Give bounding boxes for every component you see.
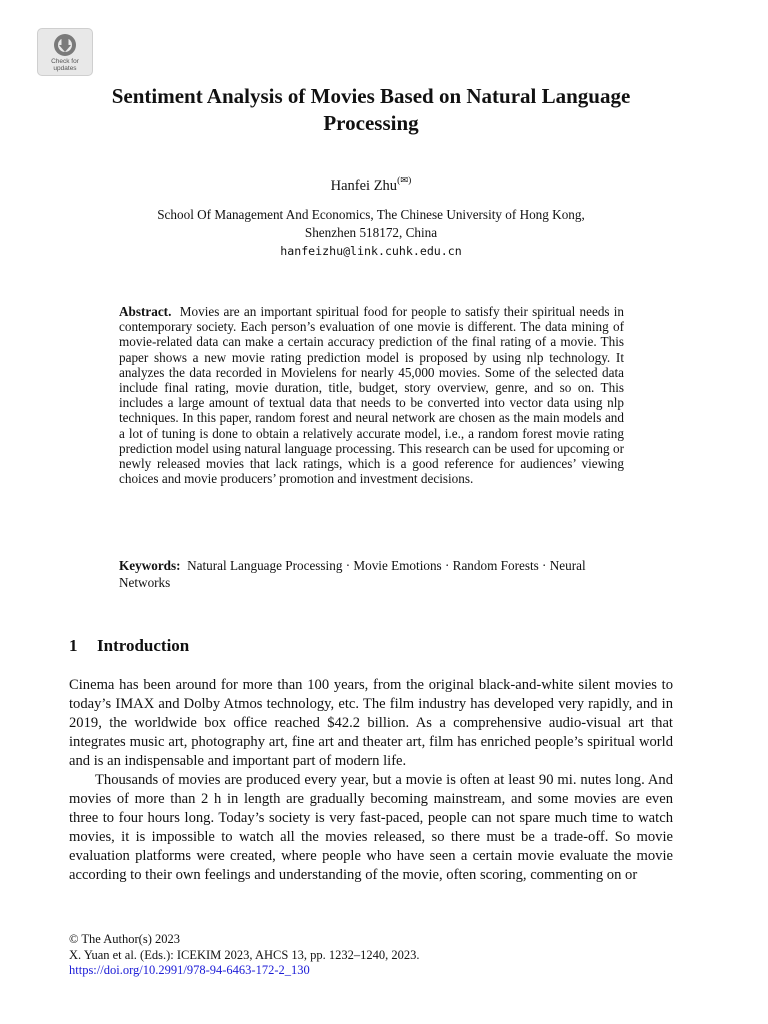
- affiliation-line1: School Of Management And Economics, The Chinese University of Hong Kong,: [157, 207, 585, 222]
- check-for-updates-icon: [52, 32, 78, 58]
- keywords: [119, 558, 624, 591]
- abstract: [119, 304, 624, 486]
- keywords-text: Natural Language Processing · Movie Emotions · Random Forests · Neural Networks: [119, 558, 586, 590]
- section-heading: [69, 636, 189, 656]
- abstract-label: Abstract.: [119, 304, 172, 319]
- badge-line1: Check for: [51, 58, 79, 65]
- affiliation-line2: Shenzhen 518172, China: [304, 225, 438, 240]
- affiliation: [69, 206, 673, 260]
- doi-link[interactable]: https://doi.org/10.2991/978-94-6463-172-2_130: [69, 963, 310, 977]
- author-email[interactable]: hanfeizhu@link.cuhk.edu.cn: [280, 244, 462, 258]
- author-line: [69, 173, 673, 195]
- intro-paragraph-2: Thousands of movies are produced every year, but a movie is often at least 90 mi. nutes long. And movies of more than 2 h in length are gradually becoming mainstream, and some movies are even three to four hours long. Today’s society is very fast-paced, people can not spare much time to watch movies, it is impossible to watch all the movies released, so there must be a trade-off. So movie evaluation platforms were created, where people who have seen a certain movie evaluate the movie according to their own feelings and understanding of the movie, often scoring, commenting on or: [69, 772, 673, 883]
- corresponding-author-mark: (✉): [397, 176, 412, 186]
- body-text: [69, 676, 673, 885]
- section-title: Introduction: [97, 636, 190, 655]
- copyright-line: © The Author(s) 2023: [69, 932, 180, 946]
- abstract-text: Movies are an important spiritual food for people to satisfy their spiritual needs in contemporary society. Each person’s evaluation of one movie is different. The data mining of movie-related data can make a certain accuracy prediction of the final rating of a movie. This paper shows a new movie rating prediction model is proposed by using nlp technology. It analyzes the data recorded in Movielens for nearly 45,000 movies. Some of the selected data include final rating, movie duration, title, budget, story overview, genre, and so on. This includes a large amount of textual data that needs to be converted into vector data using nlp techniques. In this paper, random forest and neural network are chosen as the main models and a lot of tuning is done to obtain a relatively accurate model, i.e., a random forest movie rating prediction model using natural language processing. This research can be used for upcoming or newly released movies that lack ratings, which is a good reference for audiences’ viewing choices and movie producers’ promotion and investment decisions.: [119, 304, 625, 487]
- intro-paragraph-1: Cinema has been around for more than 100 years, from the original black-and-white silent movies to today’s IMAX and Dolby Atmos technology, etc. The film industry has developed very rapidly, and in 2019, the worldwide box office reached $42.2 billion. As a comprehensive audio-visual art that integrates music art, photography art, fine art and theater art, film has enriched people’s spiritual world and is an indispensable and important part of modern life.: [69, 677, 673, 769]
- footer: [69, 932, 673, 979]
- check-for-updates-badge[interactable]: [37, 28, 93, 76]
- author-name: Hanfei Zhu: [330, 177, 398, 194]
- badge-line2: updates: [53, 65, 77, 72]
- citation-line: X. Yuan et al. (Eds.): ICEKIM 2023, AHCS 13, pp. 1232–1240, 2023.: [69, 947, 420, 962]
- paper-title: Sentiment Analysis of Movies Based on Natural Language Processing: [111, 84, 631, 135]
- section-number: 1: [69, 636, 78, 655]
- keywords-label: Keywords:: [119, 558, 181, 573]
